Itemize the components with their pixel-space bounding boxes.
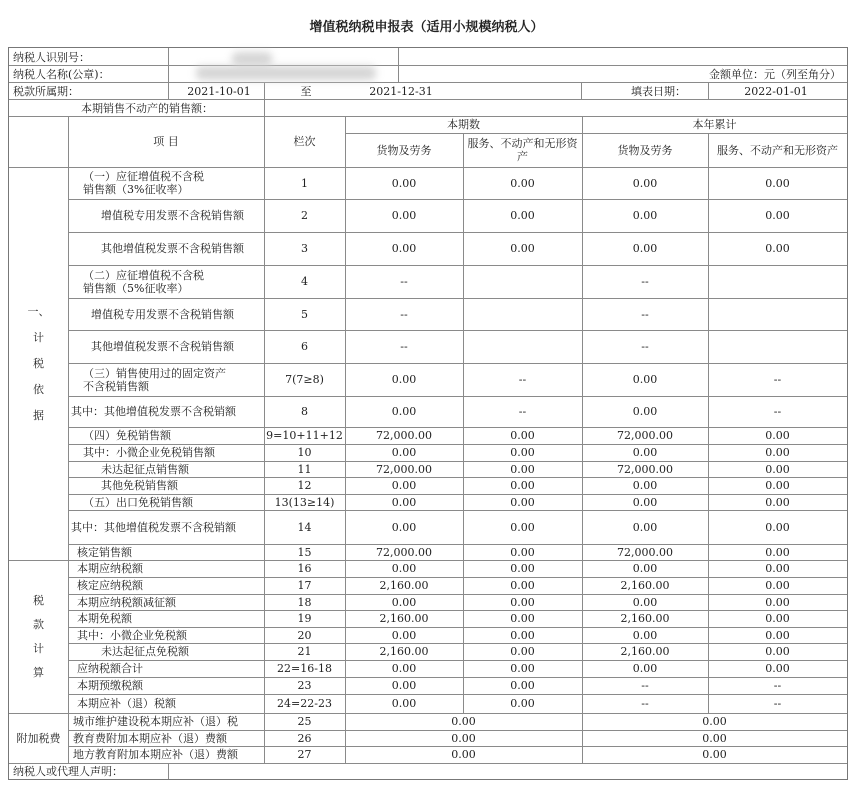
- row-year-services: 0.00: [765, 176, 790, 190]
- row-year-services: 0.00: [765, 479, 790, 492]
- row-year-services: [708, 330, 847, 363]
- row-goods: 0.00: [391, 662, 417, 675]
- row-item: 未达起征点销售额: [101, 462, 189, 476]
- row-line: 17: [297, 579, 312, 592]
- surcharge-year: 0.00: [702, 748, 727, 761]
- row-line: 2: [301, 209, 308, 222]
- row-services: 0.00: [510, 520, 535, 534]
- row-year-services: [708, 298, 847, 330]
- surcharge-current: 0.00: [451, 715, 476, 728]
- row-year-goods: 72,000.00: [617, 545, 673, 559]
- row-services: 0.00: [510, 242, 535, 255]
- row-goods: --: [400, 307, 408, 321]
- row-year-services: 0.00: [765, 645, 790, 658]
- row-item: （五）出口免税销售额: [83, 495, 193, 509]
- row-services: [463, 298, 582, 330]
- surcharge-line: 27: [297, 748, 312, 761]
- row-services: 0.00: [510, 429, 535, 442]
- row-year-services: 0.00: [765, 242, 790, 255]
- row-line: 9=10+11+12: [266, 429, 343, 442]
- real-estate-sales-label: 本期销售不动产的销售额：: [81, 101, 213, 115]
- row-item: （三）销售使用过的固定资产 不含税销售额: [83, 366, 226, 393]
- row-services: --: [518, 373, 527, 386]
- grid-line: [708, 82, 709, 99]
- surcharge-item: 教育费附加本期应补（退）费额: [73, 731, 227, 745]
- row-services: [463, 330, 582, 363]
- row-year-goods: 0.00: [632, 595, 658, 609]
- declaration-label: 纳税人或代理人声明：: [13, 764, 123, 778]
- row-year-services: 0.00: [765, 209, 790, 222]
- surcharge-item: 城市维护建设税本期应补（退）税: [73, 715, 238, 728]
- row-year-goods: 2,160.00: [620, 645, 670, 658]
- col-year-total: 本年累计: [692, 118, 737, 131]
- row-year-goods: 0.00: [632, 209, 658, 222]
- row-line: 16: [297, 562, 312, 575]
- row-item: 本期应纳税额减征额: [77, 595, 176, 609]
- row-item: 其他免税销售额: [101, 479, 178, 492]
- surcharge-item: 地方教育附加本期应补（退）费额: [73, 748, 238, 761]
- row-year-goods: --: [641, 340, 649, 353]
- row-services: 0.00: [510, 612, 535, 625]
- row-services: 0.00: [510, 479, 535, 492]
- period-label: 税款所属期：: [13, 84, 79, 98]
- row-services: 0.00: [510, 579, 535, 592]
- row-year-goods: 0.00: [632, 628, 658, 642]
- row-year-services: 0.00: [765, 628, 790, 642]
- row-year-services: --: [773, 679, 782, 692]
- row-year-goods: 0.00: [632, 242, 658, 255]
- row-year-goods: --: [641, 307, 649, 321]
- row-item: （四）免税销售额: [83, 429, 171, 442]
- grid-line: [581, 82, 582, 99]
- row-year-services: --: [773, 373, 782, 386]
- row-goods: 0.00: [391, 520, 417, 534]
- row-line: 6: [301, 340, 308, 353]
- row-line: 4: [301, 275, 308, 288]
- grid-line: [264, 99, 265, 116]
- fill-date: 2022-01-01: [744, 84, 808, 98]
- redacted-taxpayer-id: [232, 52, 272, 66]
- col-current-period: 本期数: [447, 118, 480, 131]
- row-services: 0.00: [510, 176, 535, 190]
- row-item: 应纳税额合计: [77, 662, 143, 675]
- row-year-services: 0.00: [765, 446, 790, 459]
- row-line: 19: [297, 612, 312, 625]
- row-year-services: [708, 265, 847, 298]
- row-line: 18: [297, 595, 312, 609]
- col-line: 栏次: [293, 135, 316, 148]
- row-item: 本期应纳税额: [77, 562, 143, 575]
- section-basis: 一、 计 税 依 据: [27, 304, 50, 422]
- row-year-goods: --: [641, 679, 649, 692]
- row-line: 3: [301, 242, 308, 255]
- row-item: 其中：小微企业免税额: [77, 628, 187, 642]
- row-item: 未达起征点免税额: [101, 645, 189, 658]
- row-line: 11: [297, 462, 312, 476]
- row-goods: 0.00: [391, 209, 417, 222]
- row-goods: 0.00: [391, 479, 417, 492]
- section-tax: 税 款 计 算: [33, 593, 44, 679]
- row-line: 24=22-23: [277, 697, 332, 710]
- row-item: 增值税专用发票不含税销售额: [101, 209, 244, 222]
- row-year-services: 0.00: [765, 462, 790, 476]
- row-services: [463, 265, 582, 298]
- row-year-goods: 0.00: [632, 495, 658, 509]
- row-item: 其他增值税发票不含税销售额: [91, 340, 234, 353]
- row-item: 核定销售额: [77, 545, 132, 559]
- row-goods: --: [400, 340, 408, 353]
- row-year-services: 0.00: [765, 495, 790, 509]
- row-goods: 72,000.00: [376, 545, 432, 559]
- row-line: 5: [301, 307, 308, 321]
- row-services: 0.00: [510, 679, 535, 692]
- row-year-goods: --: [641, 275, 649, 288]
- row-item: 其中：其他增值税发票不含税销额: [71, 520, 236, 534]
- row-year-goods: --: [641, 697, 649, 710]
- col-goods: 货物及劳务: [376, 143, 432, 157]
- surcharge-current: 0.00: [451, 731, 476, 745]
- row-item: 核定应纳税额: [77, 579, 143, 592]
- period-start: 2021-10-01: [187, 84, 251, 98]
- row-line: 1: [301, 176, 308, 190]
- row-services: 0.00: [510, 545, 535, 559]
- row-year-services: 0.00: [765, 579, 790, 592]
- surcharge-year: 0.00: [702, 731, 727, 745]
- row-services: 0.00: [510, 628, 535, 642]
- row-line: 20: [297, 628, 312, 642]
- row-goods: 0.00: [391, 405, 417, 418]
- row-year-goods: 0.00: [632, 405, 658, 418]
- row-year-goods: 2,160.00: [620, 612, 670, 625]
- row-goods: 0.00: [391, 628, 417, 642]
- row-goods: --: [400, 275, 408, 288]
- row-item: 其他增值税发票不含税销售额: [101, 242, 244, 255]
- row-line: 8: [301, 405, 308, 418]
- row-goods: 0.00: [391, 446, 417, 459]
- row-goods: 2,160.00: [379, 579, 429, 592]
- surcharge-line: 26: [297, 731, 312, 745]
- row-year-services: 0.00: [765, 545, 790, 559]
- row-services: 0.00: [510, 495, 535, 509]
- row-item: （二）应征增值税不含税 销售额（5%征收率）: [83, 268, 204, 295]
- row-services: 0.00: [510, 645, 535, 658]
- row-services: 0.00: [510, 446, 535, 459]
- row-services: 0.00: [510, 562, 535, 575]
- period-end: 2021-12-31: [369, 84, 433, 98]
- form-table: [8, 47, 848, 780]
- section-surcharge: 附加税费: [16, 731, 61, 745]
- row-line: 22=16-18: [277, 662, 332, 675]
- row-services: --: [518, 405, 527, 418]
- row-item: 本期应补（退）税额: [77, 697, 176, 710]
- row-year-services: 0.00: [765, 612, 790, 625]
- col-services: 服务、不动产和无形资产: [467, 137, 578, 163]
- surcharge-line: 25: [297, 715, 312, 728]
- row-year-goods: 2,160.00: [620, 579, 670, 592]
- row-year-goods: 72,000.00: [617, 462, 673, 476]
- row-goods: 0.00: [391, 697, 417, 710]
- row-goods: 2,160.00: [379, 645, 429, 658]
- redacted-taxpayer-name: [196, 66, 376, 80]
- grid-line: [168, 48, 169, 99]
- row-goods: 0.00: [391, 495, 417, 509]
- amount-unit: 金额单位：元（列至角分）: [709, 67, 841, 81]
- row-year-goods: 72,000.00: [617, 429, 673, 442]
- row-year-services: 0.00: [765, 595, 790, 609]
- col-year-goods: 货物及劳务: [617, 143, 673, 157]
- row-item: 其中：其他增值税发票不含税销额: [71, 405, 236, 418]
- taxpayer-id-label: 纳税人识别号：: [13, 50, 90, 64]
- row-line: 15: [297, 545, 312, 559]
- col-year-services: 服务、不动产和无形资产: [717, 143, 838, 157]
- row-year-goods: 0.00: [632, 446, 658, 459]
- row-line: 12: [297, 479, 312, 492]
- fill-date-label: 填表日期：: [631, 84, 686, 98]
- row-item: （一）应征增值税不含税 销售额（3%征收率）: [83, 170, 204, 196]
- row-line: 14: [297, 520, 312, 534]
- row-year-goods: 0.00: [632, 562, 658, 575]
- row-services: 0.00: [510, 662, 535, 675]
- row-year-services: 0.00: [765, 562, 790, 575]
- form-title: 增值税纳税申报表（适用小规模纳税人）: [309, 20, 544, 35]
- row-goods: 0.00: [391, 242, 417, 255]
- row-goods: 0.00: [391, 373, 417, 386]
- surcharge-year: 0.00: [702, 715, 727, 728]
- grid-line: [264, 82, 265, 99]
- row-year-goods: 0.00: [632, 520, 658, 534]
- row-goods: 2,160.00: [379, 612, 429, 625]
- row-services: 0.00: [510, 595, 535, 609]
- row-year-services: 0.00: [765, 429, 790, 442]
- row-goods: 72,000.00: [376, 429, 432, 442]
- row-goods: 0.00: [391, 595, 417, 609]
- row-item: 增值税专用发票不含税销售额: [91, 307, 234, 321]
- row-line: 21: [297, 645, 312, 658]
- row-goods: 0.00: [391, 176, 417, 190]
- row-services: 0.00: [510, 697, 535, 710]
- row-year-goods: 0.00: [632, 479, 658, 492]
- row-item: 本期免税额: [77, 612, 132, 625]
- row-services: 0.00: [510, 209, 535, 222]
- row-year-goods: 0.00: [632, 176, 658, 190]
- grid-line: [68, 116, 69, 763]
- row-item: 其中：小微企业免税销售额: [83, 446, 215, 459]
- surcharge-current: 0.00: [451, 748, 476, 761]
- taxpayer-name-label: 纳税人名称(公章)：: [13, 67, 110, 81]
- col-item: 项 目: [153, 135, 179, 148]
- row-goods: 72,000.00: [376, 462, 432, 476]
- row-goods: 0.00: [391, 562, 417, 575]
- row-line: 7(7≥8): [285, 373, 324, 386]
- row-line: 13(13≥14): [274, 495, 335, 509]
- row-line: 23: [297, 679, 312, 692]
- period-to: 至: [300, 84, 312, 98]
- row-year-services: 0.00: [765, 662, 790, 675]
- row-services: 0.00: [510, 462, 535, 476]
- row-year-services: --: [773, 405, 782, 418]
- row-line: 10: [297, 446, 312, 459]
- row-year-services: --: [773, 697, 782, 710]
- row-year-goods: 0.00: [632, 662, 658, 675]
- grid-line: [168, 763, 169, 779]
- grid-line: [398, 48, 399, 82]
- row-year-goods: 0.00: [632, 373, 658, 386]
- row-goods: 0.00: [391, 679, 417, 692]
- row-year-services: 0.00: [765, 520, 790, 534]
- row-item: 本期预缴税额: [77, 679, 143, 692]
